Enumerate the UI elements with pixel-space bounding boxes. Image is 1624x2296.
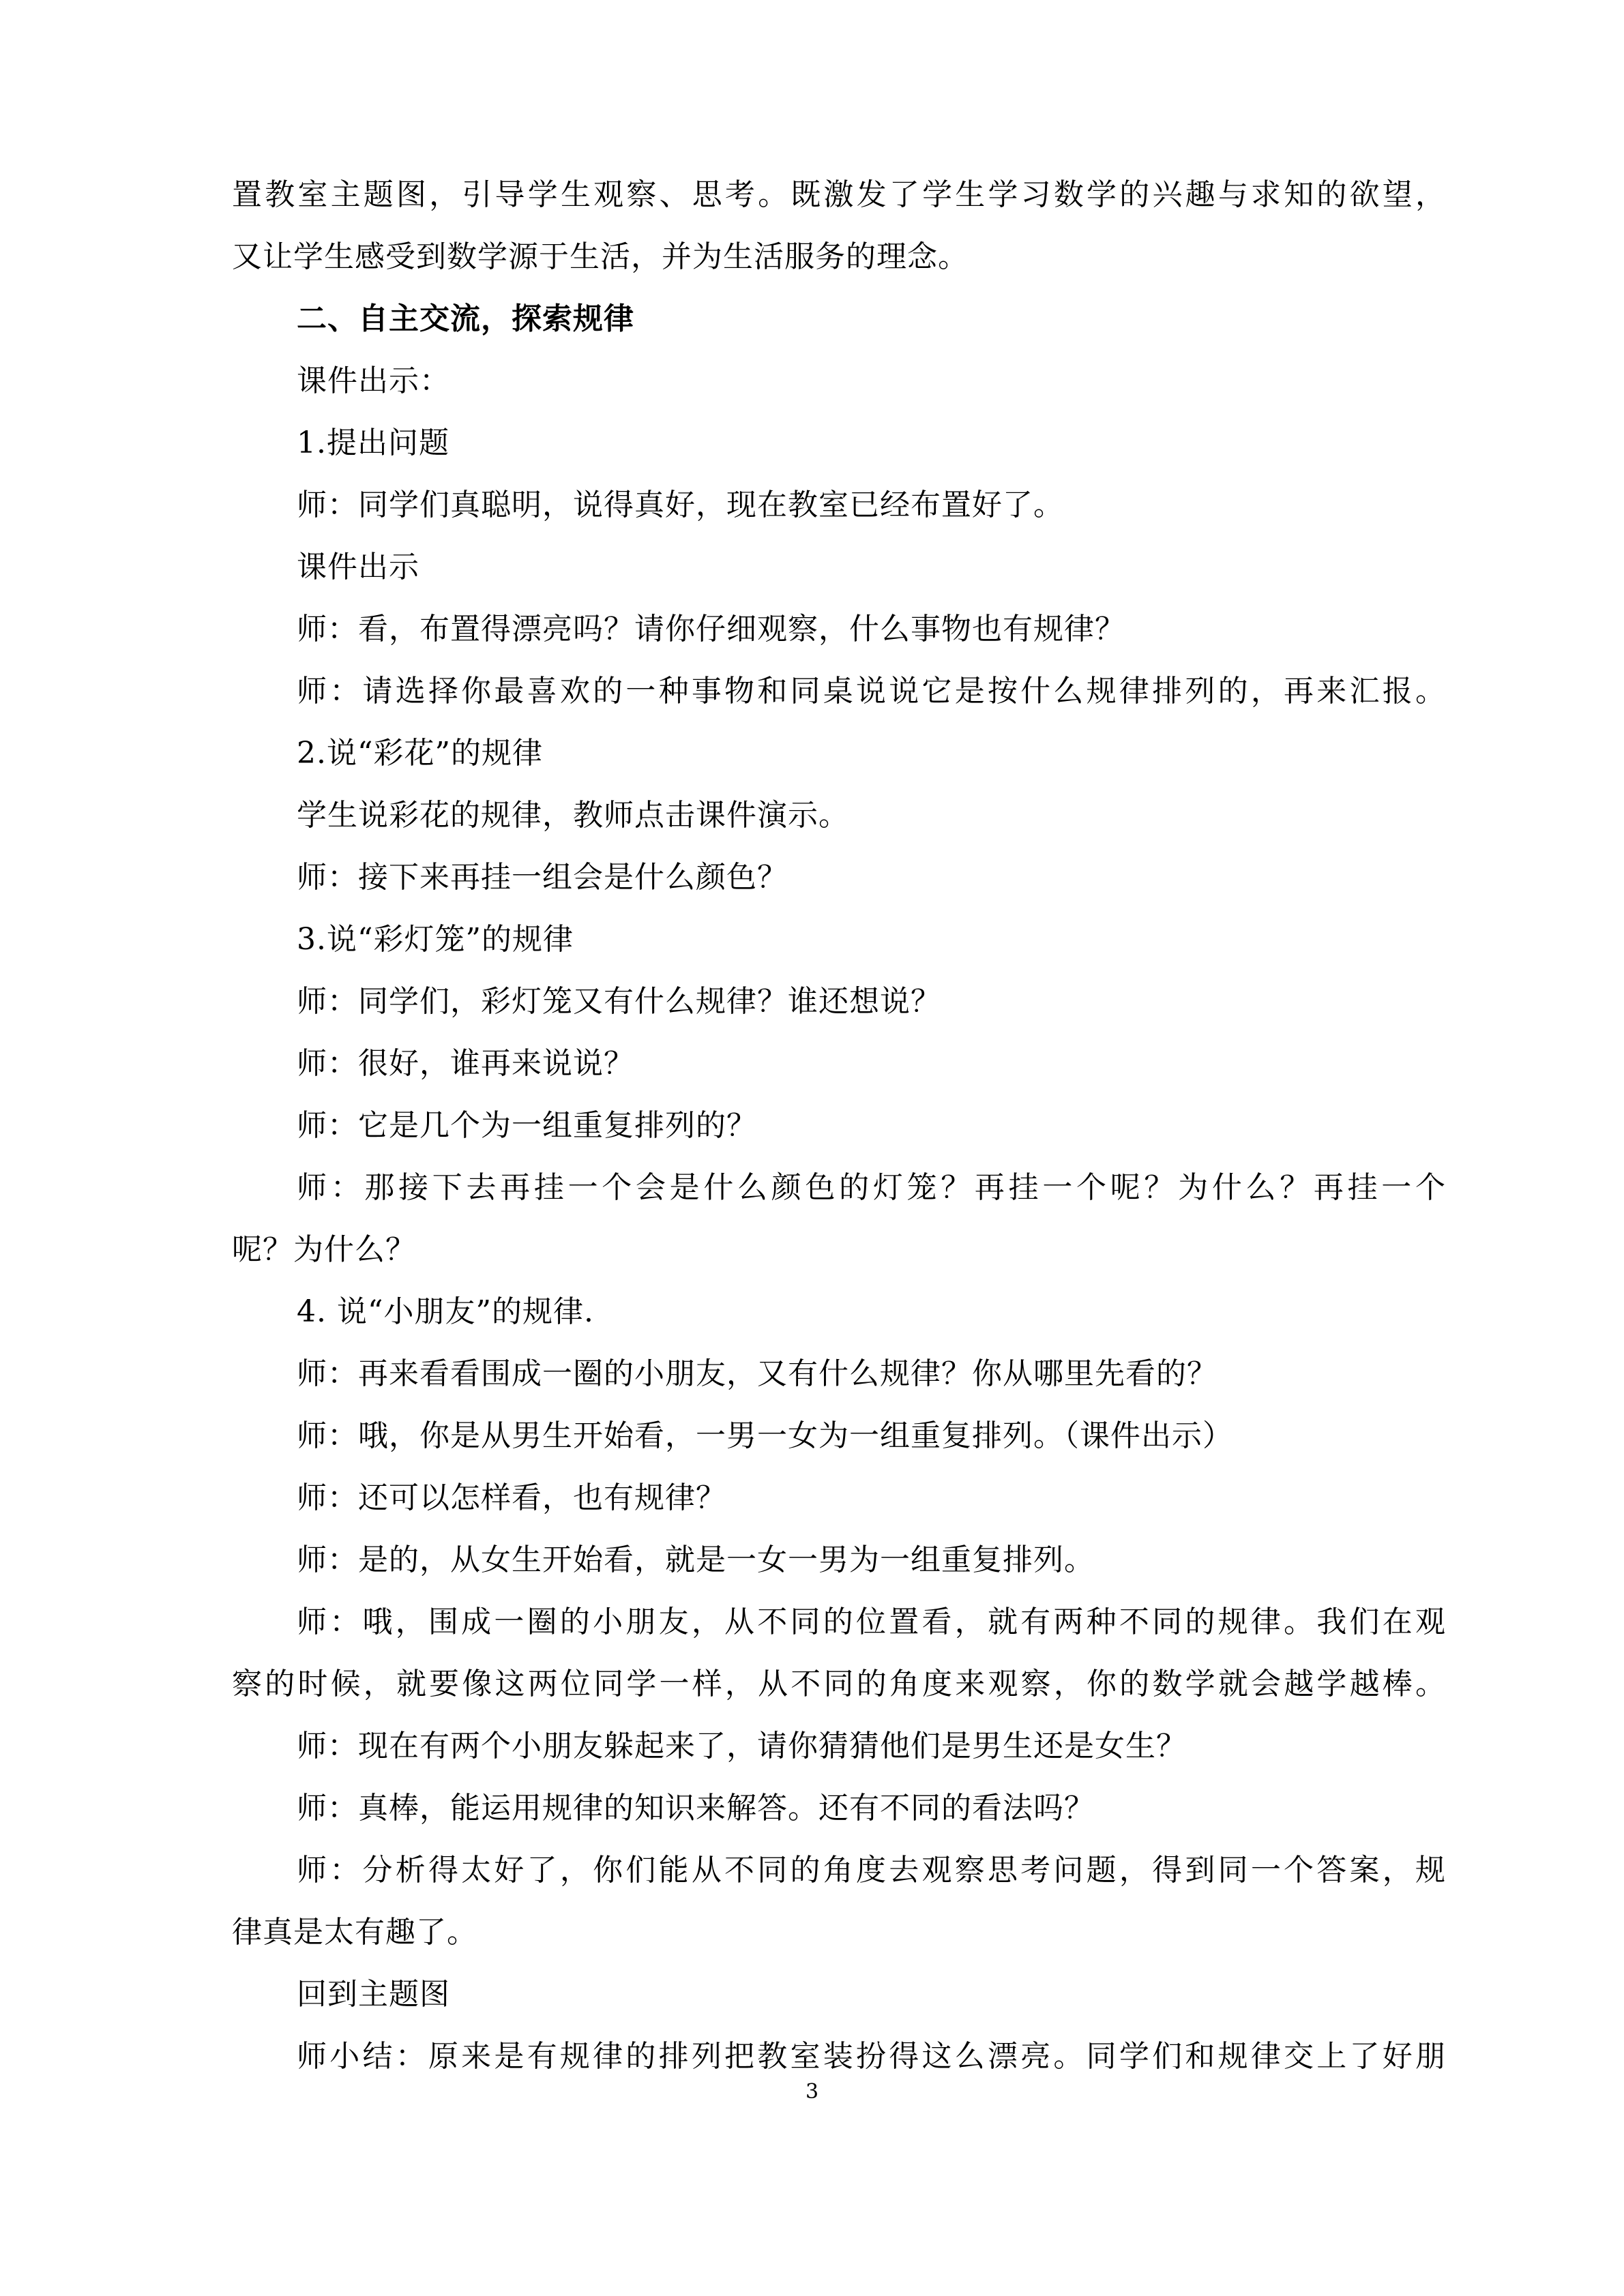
page-number: 3 [805, 2080, 819, 2104]
paragraph-line-27: 师：真棒，能运用规律的知识来解答。还有不同的看法吗？ [297, 1791, 1095, 1825]
document-body [232, 164, 1446, 2087]
paragraph-line-14: 师：同学们，彩灯笼又有什么规律？谁还想说？ [297, 984, 941, 1019]
paragraph-line-9: 师：请选择你最喜欢的一种事物和同桌说说它是按什么规律排列的，再来汇报。 [297, 674, 1446, 709]
paragraph-line-12: 师：接下来再挂一组会是什么颜色？ [297, 860, 788, 895]
paragraph-line-17: 师：那接下去再挂一个会是什么颜色的灯笼？再挂一个呢？为什么？再挂一个 [297, 1170, 1446, 1205]
paragraph-line-31: 师小结：原来是有规律的排列把教室装扮得这么漂亮。同学们和规律交上了好朋 [297, 2039, 1446, 2074]
paragraph-line-11: 学生说彩花的规律，教师点击课件演示。 [297, 798, 849, 833]
paragraph-line-8: 师：看，布置得漂亮吗？请你仔细观察，什么事物也有规律？ [297, 612, 1125, 646]
paragraph-line-16: 师：它是几个为一组重复排列的？ [297, 1108, 757, 1143]
paragraph-line-15: 师：很好，谁再来说说？ [297, 1046, 634, 1081]
paragraph-line-30: 回到主题图 [297, 1977, 450, 2012]
subheading-1: 1.提出问题 [297, 426, 449, 460]
paragraph-line-20: 师：再来看看围成一圈的小朋友，又有什么规律？你从哪里先看的？ [297, 1356, 1217, 1391]
paragraph-line-29: 律真是太有趣了。 [232, 1915, 477, 1950]
paragraph-line-22: 师：还可以怎样看，也有规律？ [297, 1480, 726, 1515]
paragraph-line-23: 师：是的，从女生开始看，就是一女一男为一组重复排列。 [297, 1542, 1095, 1577]
paragraph-line-1: 置教室主题图，引导学生观察、思考。既激发了学生学习数学的兴趣与求知的欲望， [232, 177, 1446, 212]
subheading-2: 2.说“彩花”的规律 [297, 736, 543, 771]
paragraph-line-4: 课件出示： [297, 363, 450, 398]
paragraph-line-18: 呢？为什么？ [232, 1232, 416, 1267]
paragraph-line-6: 师：同学们真聪明，说得真好，现在教室已经布置好了。 [297, 488, 1064, 522]
subheading-3: 3.说“彩灯笼”的规律 [297, 922, 574, 957]
paragraph-line-21: 师：哦，你是从男生开始看，一男一女为一组重复排列。（课件出示） [297, 1418, 1233, 1453]
paragraph-line-28: 师：分析得太好了，你们能从不同的角度去观察思考问题，得到同一个答案，规 [297, 1853, 1446, 1888]
paragraph-line-24: 师：哦，围成一圈的小朋友，从不同的位置看，就有两种不同的规律。我们在观 [297, 1605, 1446, 1639]
section-heading: 二、自主交流，探索规律 [297, 301, 634, 336]
paragraph-line-7: 课件出示 [297, 550, 419, 584]
paragraph-line-2: 又让学生感受到数学源于生活，并为生活服务的理念。 [232, 239, 969, 274]
paragraph-line-26: 师：现在有两个小朋友躲起来了，请你猜猜他们是男生还是女生？ [297, 1729, 1187, 1763]
paragraph-line-25: 察的时候，就要像这两位同学一样，从不同的角度来观察，你的数学就会越学越棒。 [232, 1667, 1446, 1701]
subheading-4: 4. 说“小朋友”的规律. [297, 1294, 594, 1329]
